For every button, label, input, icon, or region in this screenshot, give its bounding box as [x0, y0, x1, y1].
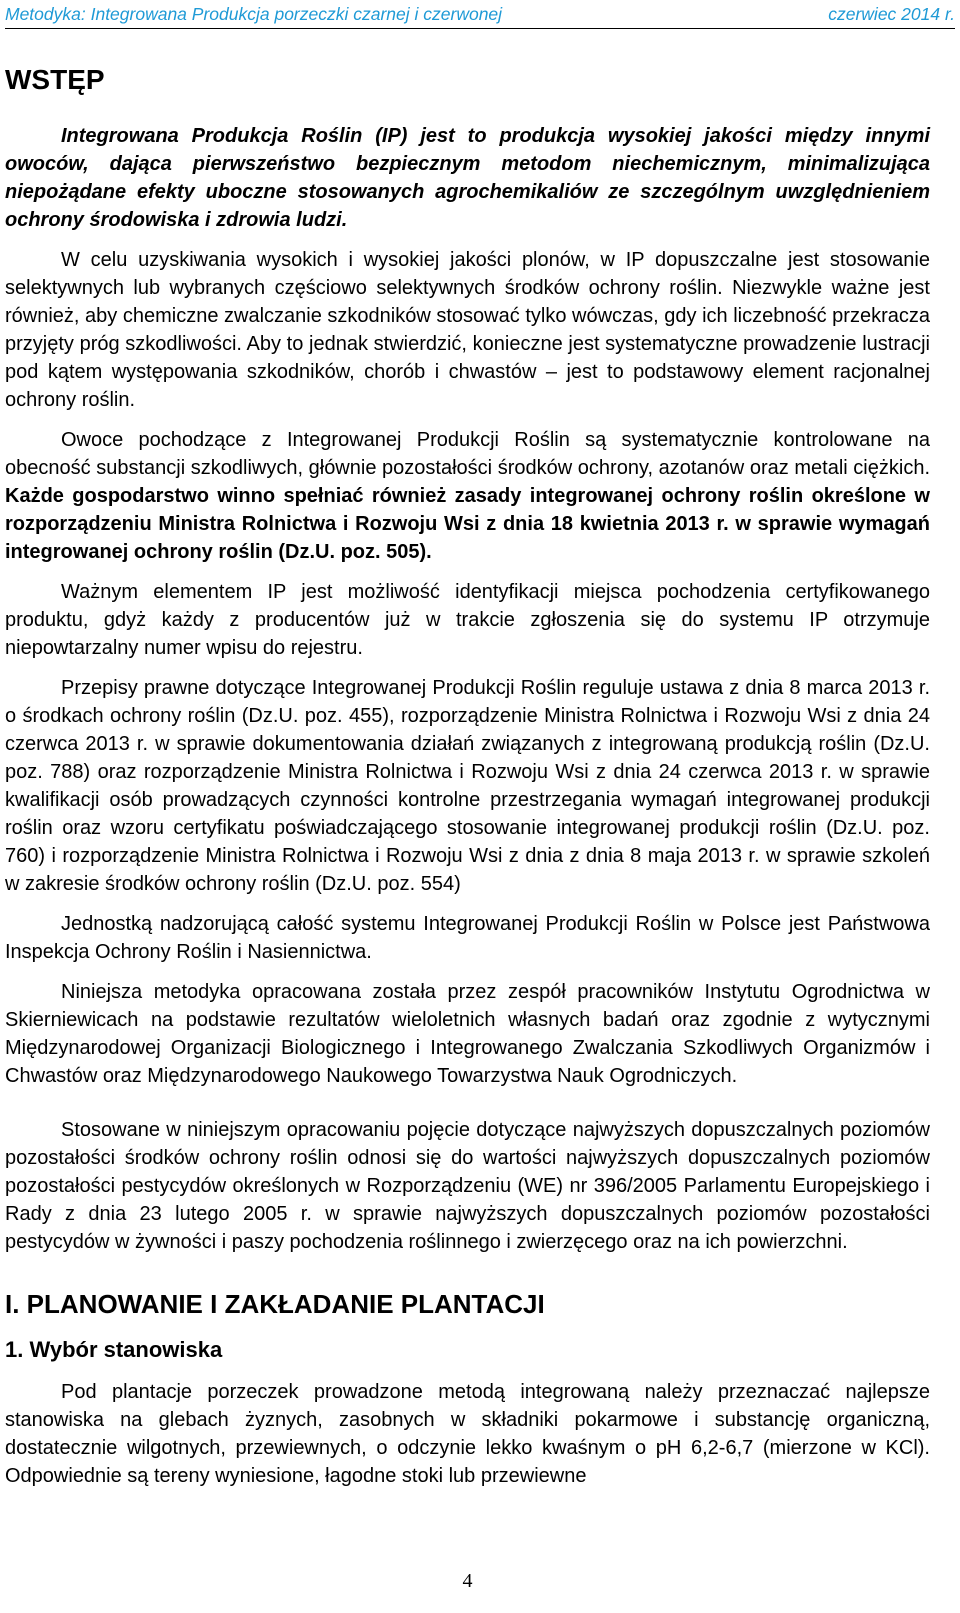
paragraph-8: Pod plantacje porzeczek prowadzone metodą integrowaną należy przeznaczać najlepsze stanowiska na glebach żyznych, zasobnych w składniki pokarmowe i substancję organiczną, dostatecznie wilgotnych, przewiewnych, o odczynie lekko kwaśnym o pH 6,2-6,7 (mierzone w KCl). Odpowiednie są tereny wyniesione, łagodne stoki lub przewiewne: [5, 1381, 930, 1487]
paragraph-5: Jednostką nadzorującą całość systemu Integrowanej Produkcji Roślin w Polsce jest Państwowa Inspekcja Ochrony Roślin i Nasiennictwa.: [5, 913, 930, 963]
running-header: [5, 2, 955, 29]
header-title: Metodyka: Integrowana Produkcja porzeczki czarnej i czerwonej: [5, 4, 503, 24]
paragraph-2: [5, 426, 930, 566]
paragraph-6: Niniejsza metodyka opracowana została przez zespół pracowników Instytutu Ogrodnictwa w Skierniewicach na podstawie rezultatów wieloletnich własnych badań oraz zgodnie z wytycznymi Międzynarodowej Organizacji Biologicznego i Integrowanego Zwalczania Szkodliwych Organizmów i Chwastów oraz Międzynarodowego Naukowego Towarzystwa Nauk Ogrodniczych.: [5, 981, 930, 1087]
subsection-heading: 1. Wybór stanowiska: [5, 1337, 223, 1362]
paragraph-3: Ważnym elementem IP jest możliwość identyfikacji miejsca pochodzenia certyfikowanego produktu, gdyż każdy z producentów już w trakcie zgłoszenia się do systemu IP otrzymuje niepowtarzalny numer wpisu do rejestru.: [5, 581, 930, 659]
intro-heading: WSTĘP: [5, 64, 105, 95]
main-content: [5, 60, 930, 1490]
paragraph-2-text: Owoce pochodzące z Integrowanej Produkcji Roślin są systematycznie kontrolowane na obecność substancji szkodliwych, głównie pozostałości środków ochrony, azotanów oraz metali ciężkich.: [5, 429, 930, 479]
paragraph-2-bold: Każde gospodarstwo winno spełniać również zasady integrowanej ochrony roślin określone w rozporządzeniu Ministra Rolnictwa i Rozwoju Wsi z dnia 18 kwietnia 2013 r. w sprawie wymagań integrowanej ochrony roślin (Dz.U. poz. 505).: [5, 485, 930, 563]
paragraph-7: Stosowane w niniejszym opracowaniu pojęcie dotyczące najwyższych dopuszczalnych poziomów pozostałości środków ochrony roślin odnosi się do wartości najwyższych dopuszczalnych poziomów pozostałości pestycydów określonych w Rozporządzeniu (WE) nr 396/2005 Parlamentu Europejskiego i Rady z dnia 23 lutego 2005 r. w sprawie najwyższych dopuszczalnych poziomów pozostałości pestycydów w żywności i paszy pochodzenia roślinnego i zwierzęcego oraz na ich powierzchni.: [5, 1119, 930, 1253]
section-heading: I. PLANOWANIE I ZAKŁADANIE PLANTACJI: [5, 1289, 545, 1319]
page-number: 4: [462, 1570, 473, 1592]
paragraph-1: W celu uzyskiwania wysokich i wysokiej jakości plonów, w IP dopuszczalne jest stosowanie selektywnych lub wybranych częściowo selektywnych środków ochrony roślin. Niezwykle ważne jest również, aby chemiczne zwalczanie szkodników stosować tylko wówczas, gdy ich liczebność przekracza przyjęty próg szkodliwości. Aby to jednak stwierdzić, konieczne jest systematyczne prowadzenie lustracji pod kątem występowania szkodników, chorób i chwastów – jest to podstawowy element racjonalnej ochrony roślin.: [5, 249, 930, 411]
header-date: czerwiec 2014 r.: [828, 4, 955, 24]
paragraph-4: Przepisy prawne dotyczące Integrowanej Produkcji Roślin reguluje ustawa z dnia 8 marca 2013 r. o środkach ochrony roślin (Dz.U. poz. 455), rozporządzenie Ministra Rolnictwa i Rozwoju Wsi z dnia 24 czerwca 2013 r. w sprawie dokumentowania działań związanych z integrowaną produkcją roślin (Dz.U. poz. 788) oraz rozporządzenie Ministra Rolnictwa i Rozwoju Wsi z dnia 24 czerwca 2013 r. w sprawie kwalifikacji osób prowadzących czynności kontrolne przestrzegania wymagań integrowanej produkcji roślin oraz wzoru certyfikatu poświadczającego stosowanie integrowanej produkcji roślin (Dz.U. poz. 760) i rozporządzenie Ministra Rolnictwa i Rozwoju Wsi z dnia z dnia 8 maja 2013 r. w sprawie szkoleń w zakresie środków ochrony roślin (Dz.U. poz. 554): [5, 677, 930, 895]
lead-paragraph: Integrowana Produkcja Roślin (IP) jest to produkcja wysokiej jakości między innymi owoców, dająca pierwszeństwo bezpiecznym metodom niechemicznym, minimalizująca niepożądane efekty uboczne stosowanych agrochemikaliów ze szczególnym uwzględnieniem ochrony środowiska i zdrowia ludzi.: [5, 125, 930, 231]
